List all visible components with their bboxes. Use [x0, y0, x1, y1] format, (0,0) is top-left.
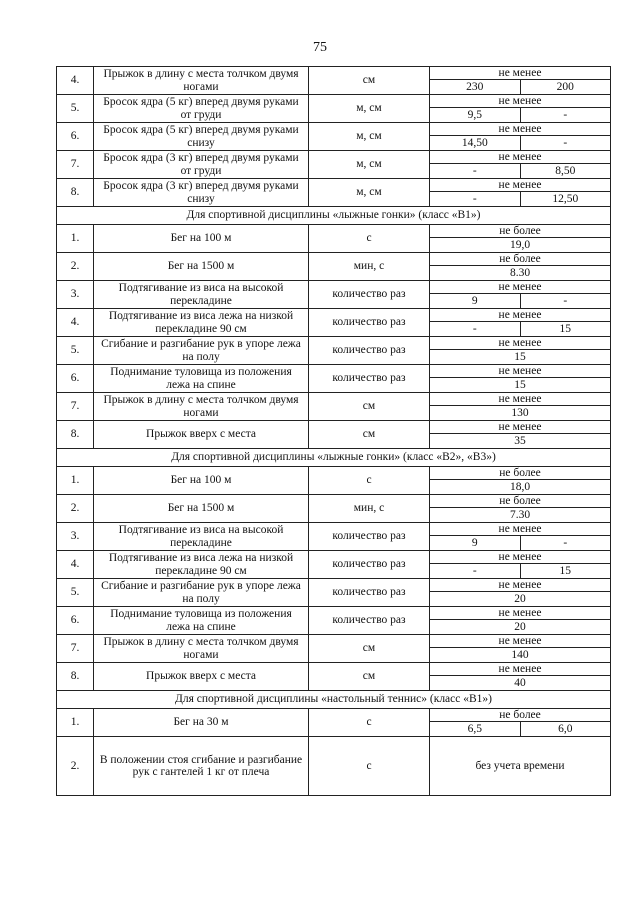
table-row — [57, 309, 611, 322]
standard-value-2: - — [520, 294, 611, 309]
qualifier: не более — [430, 467, 611, 480]
section-title: Для спортивной дисциплины «настольный теннис» (класс «В1») — [57, 691, 611, 709]
standard-value: 20 — [430, 592, 611, 607]
standard-value-1: 14,50 — [430, 136, 521, 151]
table-row — [57, 253, 611, 266]
unit-of-measure: мин, с — [309, 495, 430, 523]
qualifier: не более — [430, 709, 611, 722]
exercise-name: Прыжок в длину с места толчком двумя ногами — [94, 635, 309, 663]
exercise-name: Бросок ядра (3 кг) вперед двумя руками снизу — [94, 179, 309, 207]
exercise-name: Бег на 100 м — [94, 467, 309, 495]
exercise-name: Бег на 30 м — [94, 709, 309, 737]
exercise-name: Прыжок вверх с места — [94, 421, 309, 449]
qualifier: не менее — [430, 523, 611, 536]
row-number: 2. — [57, 737, 94, 796]
exercise-name: Прыжок в длину с места толчком двумя ногами — [94, 393, 309, 421]
standard-value: 140 — [430, 648, 611, 663]
standard-value-2: 12,50 — [520, 192, 611, 207]
standard-value-2: - — [520, 136, 611, 151]
row-number: 7. — [57, 393, 94, 421]
unit-of-measure: количество раз — [309, 337, 430, 365]
exercise-name: Бросок ядра (3 кг) вперед двумя руками от груди — [94, 151, 309, 179]
exercise-name: Подтягивание из виса лежа на низкой перекладине 90 см — [94, 309, 309, 337]
table-row — [57, 151, 611, 164]
row-number: 7. — [57, 635, 94, 663]
row-number: 2. — [57, 253, 94, 281]
row-number: 8. — [57, 179, 94, 207]
qualifier: не менее — [430, 179, 611, 192]
standard-value-1: 6,5 — [430, 722, 521, 737]
section-title: Для спортивной дисциплины «лыжные гонки» (класс «В2», «В3») — [57, 449, 611, 467]
standard-value: 8.30 — [430, 266, 611, 281]
exercise-name: Подтягивание из виса на высокой перекладине — [94, 523, 309, 551]
exercise-name: Поднимание туловища из положения лежа на спине — [94, 607, 309, 635]
qualifier: не менее — [430, 663, 611, 676]
exercise-name: Бросок ядра (5 кг) вперед двумя руками от груди — [94, 95, 309, 123]
table-row — [57, 467, 611, 480]
qualifier: не менее — [430, 281, 611, 294]
unit-of-measure: количество раз — [309, 579, 430, 607]
row-number: 4. — [57, 309, 94, 337]
unit-of-measure: количество раз — [309, 607, 430, 635]
unit-of-measure: с — [309, 709, 430, 737]
qualifier: не менее — [430, 67, 611, 80]
section-title: Для спортивной дисциплины «лыжные гонки» (класс «В1») — [57, 207, 611, 225]
standard-value-1: - — [430, 322, 521, 337]
standard-value-2: 15 — [520, 564, 611, 579]
qualifier: не менее — [430, 95, 611, 108]
row-number: 1. — [57, 225, 94, 253]
standard-value-1: 9,5 — [430, 108, 521, 123]
page-number: 75 — [313, 40, 327, 55]
exercise-name: Подтягивание из виса на высокой перекладине — [94, 281, 309, 309]
unit-of-measure: м, см — [309, 123, 430, 151]
table-row — [57, 663, 611, 676]
unit-of-measure: м, см — [309, 179, 430, 207]
unit-of-measure: см — [309, 393, 430, 421]
section-header-row — [57, 207, 611, 225]
standard-value-1: - — [430, 564, 521, 579]
qualifier: не менее — [430, 635, 611, 648]
unit-of-measure: м, см — [309, 95, 430, 123]
row-number: 4. — [57, 551, 94, 579]
standard-value-1: 9 — [430, 536, 521, 551]
table-row — [57, 495, 611, 508]
standard-value-1: - — [430, 164, 521, 179]
standard-value-2: - — [520, 536, 611, 551]
standard-value-2: 15 — [520, 322, 611, 337]
standard-value-2: - — [520, 108, 611, 123]
unit-of-measure: см — [309, 421, 430, 449]
table-row — [57, 365, 611, 378]
table-row — [57, 421, 611, 434]
table-row — [57, 551, 611, 564]
row-number: 8. — [57, 663, 94, 691]
row-number: 1. — [57, 467, 94, 495]
row-number: 6. — [57, 123, 94, 151]
qualifier: не более — [430, 225, 611, 238]
table-row — [57, 635, 611, 648]
row-number: 3. — [57, 281, 94, 309]
row-number: 1. — [57, 709, 94, 737]
qualifier: не менее — [430, 551, 611, 564]
standard-value-1: 230 — [430, 80, 521, 95]
standard-value-2: 200 — [520, 80, 611, 95]
standard-value: 35 — [430, 434, 611, 449]
row-number: 5. — [57, 579, 94, 607]
standard-value-2: 6,0 — [520, 722, 611, 737]
standards-document — [56, 66, 611, 796]
row-number: 8. — [57, 421, 94, 449]
row-number: 6. — [57, 607, 94, 635]
unit-of-measure: см — [309, 635, 430, 663]
table-row — [57, 281, 611, 294]
section-header-row — [57, 449, 611, 467]
exercise-name: Поднимание туловища из положения лежа на спине — [94, 365, 309, 393]
unit-of-measure: с — [309, 467, 430, 495]
table-row — [57, 523, 611, 536]
table-row — [57, 737, 611, 796]
qualifier: не менее — [430, 579, 611, 592]
exercise-name: Бег на 1500 м — [94, 495, 309, 523]
row-number: 2. — [57, 495, 94, 523]
section-header-row — [57, 691, 611, 709]
unit-of-measure: с — [309, 225, 430, 253]
standard-note: без учета времени — [430, 737, 611, 796]
unit-of-measure: см — [309, 663, 430, 691]
unit-of-measure: количество раз — [309, 281, 430, 309]
table-row — [57, 607, 611, 620]
row-number: 6. — [57, 365, 94, 393]
exercise-name: Прыжок в длину с места толчком двумя ногами — [94, 67, 309, 95]
exercise-name: Бег на 100 м — [94, 225, 309, 253]
table-row — [57, 337, 611, 350]
qualifier: не более — [430, 253, 611, 266]
table-row — [57, 179, 611, 192]
table-row — [57, 123, 611, 136]
exercise-name: Подтягивание из виса лежа на низкой перекладине 90 см — [94, 551, 309, 579]
table-row — [57, 393, 611, 406]
standard-value: 18,0 — [430, 480, 611, 495]
table-row — [57, 579, 611, 592]
unit-of-measure: мин, с — [309, 253, 430, 281]
exercise-name: Бросок ядра (5 кг) вперед двумя руками снизу — [94, 123, 309, 151]
qualifier: не менее — [430, 421, 611, 434]
exercise-name: Сгибание и разгибание рук в упоре лежа на полу — [94, 579, 309, 607]
standard-value: 15 — [430, 350, 611, 365]
qualifier: не более — [430, 495, 611, 508]
qualifier: не менее — [430, 337, 611, 350]
standard-value: 20 — [430, 620, 611, 635]
table-row — [57, 95, 611, 108]
row-number: 4. — [57, 67, 94, 95]
standard-value-1: - — [430, 192, 521, 207]
standard-value: 40 — [430, 676, 611, 691]
table-row — [57, 67, 611, 80]
standard-value: 19,0 — [430, 238, 611, 253]
row-number: 3. — [57, 523, 94, 551]
standard-value: 15 — [430, 378, 611, 393]
standard-value: 130 — [430, 406, 611, 421]
standard-value-2: 8,50 — [520, 164, 611, 179]
unit-of-measure: м, см — [309, 151, 430, 179]
unit-of-measure: количество раз — [309, 551, 430, 579]
unit-of-measure: с — [309, 737, 430, 796]
standard-value-1: 9 — [430, 294, 521, 309]
table-row — [57, 709, 611, 722]
qualifier: не менее — [430, 393, 611, 406]
standard-value: 7.30 — [430, 508, 611, 523]
row-number: 5. — [57, 337, 94, 365]
qualifier: не менее — [430, 123, 611, 136]
standards-table — [56, 66, 611, 796]
qualifier: не менее — [430, 607, 611, 620]
row-number: 7. — [57, 151, 94, 179]
qualifier: не менее — [430, 309, 611, 322]
table-row — [57, 225, 611, 238]
qualifier: не менее — [430, 151, 611, 164]
qualifier: не менее — [430, 365, 611, 378]
unit-of-measure: количество раз — [309, 523, 430, 551]
unit-of-measure: количество раз — [309, 365, 430, 393]
unit-of-measure: количество раз — [309, 309, 430, 337]
unit-of-measure: см — [309, 67, 430, 95]
exercise-name: Сгибание и разгибание рук в упоре лежа на полу — [94, 337, 309, 365]
exercise-name: В положении стоя сгибание и разгибание рук с гантелей 1 кг от плеча — [94, 737, 309, 796]
exercise-name: Прыжок вверх с места — [94, 663, 309, 691]
row-number: 5. — [57, 95, 94, 123]
exercise-name: Бег на 1500 м — [94, 253, 309, 281]
